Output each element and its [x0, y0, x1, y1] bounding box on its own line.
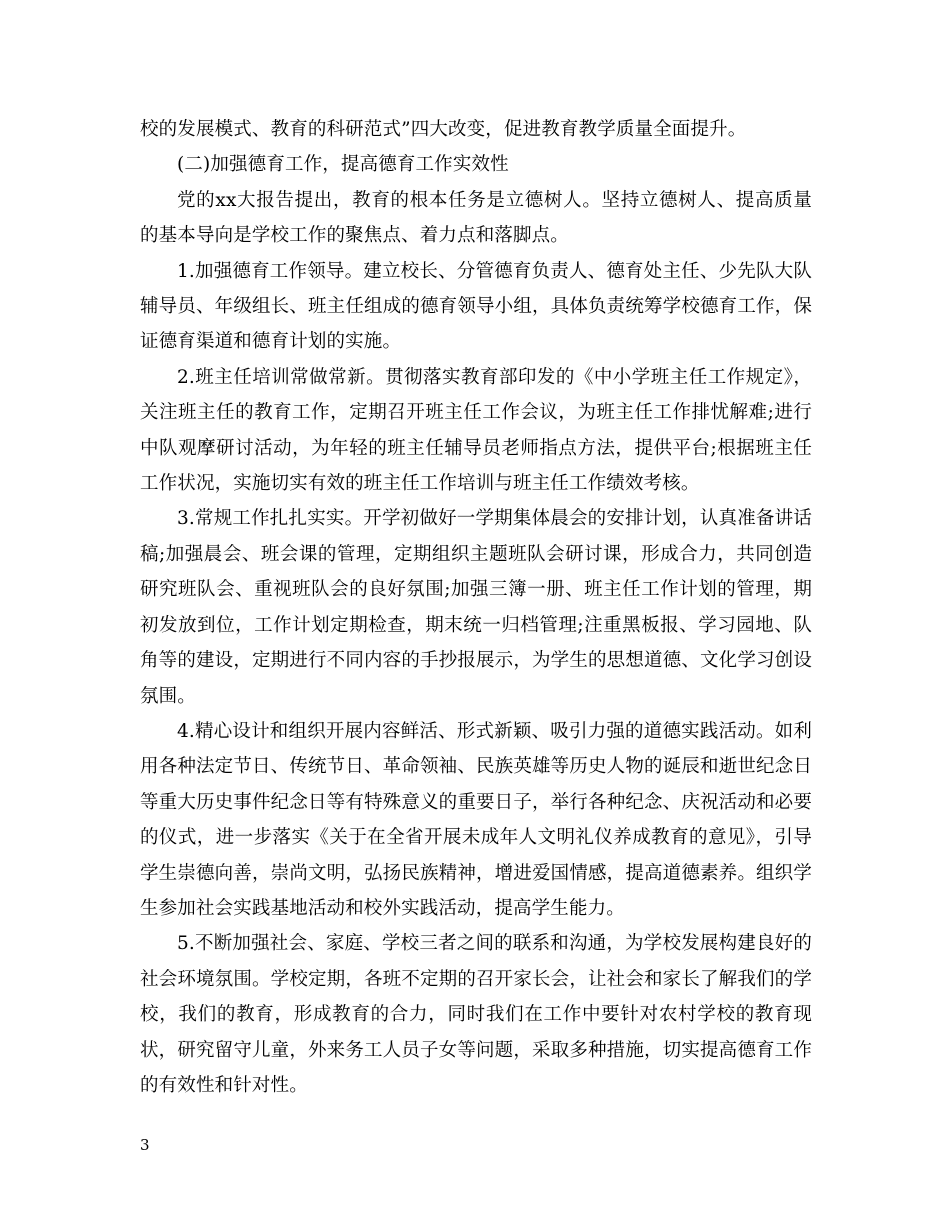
list-item-5: 5.不断加强社会、家庭、学校三者之间的联系和沟通，为学校发展构建良好的社会环境氛围。学校定期，各班不定期的召开家长会，让社会和家长了解我们的学校，我们的教育，形成教育的合力，同时我们在工作中要针对农村学校的教育现状，研究留守儿童，外来务工人员子女等问题，采取多种措施，切实提高德育工作的有效性和针对性。 [140, 933, 812, 1096]
list-item-4: 4.精心设计和组织开展内容鲜活、形式新颖、吸引力强的道德实践活动。如利用各种法定节日、传统节日、革命领袖、民族英雄等历史人物的诞辰和逝世纪念日等重大历史事件纪念日等有特殊意义的重要日子，举行各种纪念、庆祝活动和必要的仪式，进一步落实《关于在全省开展未成年人文明礼仪养成教育的意见》，引导学生崇德向善，崇尚文明，弘扬民族精神，增进爱国情感，提高道德素养。组织学生参加社会实践基地活动和校外实践活动，提高学生能力。 [140, 720, 812, 919]
paragraph-continuation: 校的发展模式、教育的科研范式”四大改变，促进教育教学质量全面提升。 [140, 119, 747, 140]
section-heading: (二)加强德育工作，提高德育工作实效性 [177, 154, 509, 176]
list-item-1: 1.加强德育工作领导。建立校长、分管德育负责人、德育处主任、少先队大队辅导员、年级组长、班主任组成的德育领导小组，具体负责统筹学校德育工作，保证德育渠道和德育计划的实施。 [140, 260, 812, 353]
paragraph: 党的xx大报告提出，教育的根本任务是立德树人。坚持立德树人、提高质量的基本导向是学校工作的聚焦点、着力点和落脚点。 [140, 189, 812, 247]
page-number: 3 [140, 1136, 150, 1154]
list-item-3: 3.常规工作扎扎实实。开学初做好一学期集体晨会的安排计划，认真准备讲话稿;加强晨会、班会课的管理，定期组织主题班队会研讨课，形成合力，共同创造研究班队会、重视班队会的良好氛围;加强三簿一册、班主任工作计划的管理，期初发放到位，工作计划定期检查，期末统一归档管理;注重黑板报、学习园地、队角等的建设，定期进行不同内容的手抄报展示，为学生的思想道德、文化学习创设氛围。 [140, 508, 812, 707]
body-text [140, 112, 812, 1103]
list-item-2: 2.班主任培训常做常新。贯彻落实教育部印发的《中小学班主任工作规定》，关注班主任的教育工作，定期召开班主任工作会议，为班主任工作排忧解难;进行中队观摩研讨活动，为年轻的班主任辅导员老师指点方法，提供平台;根据班主任工作状况，实施切实有效的班主任工作培训与班主任工作绩效考核。 [140, 366, 812, 495]
